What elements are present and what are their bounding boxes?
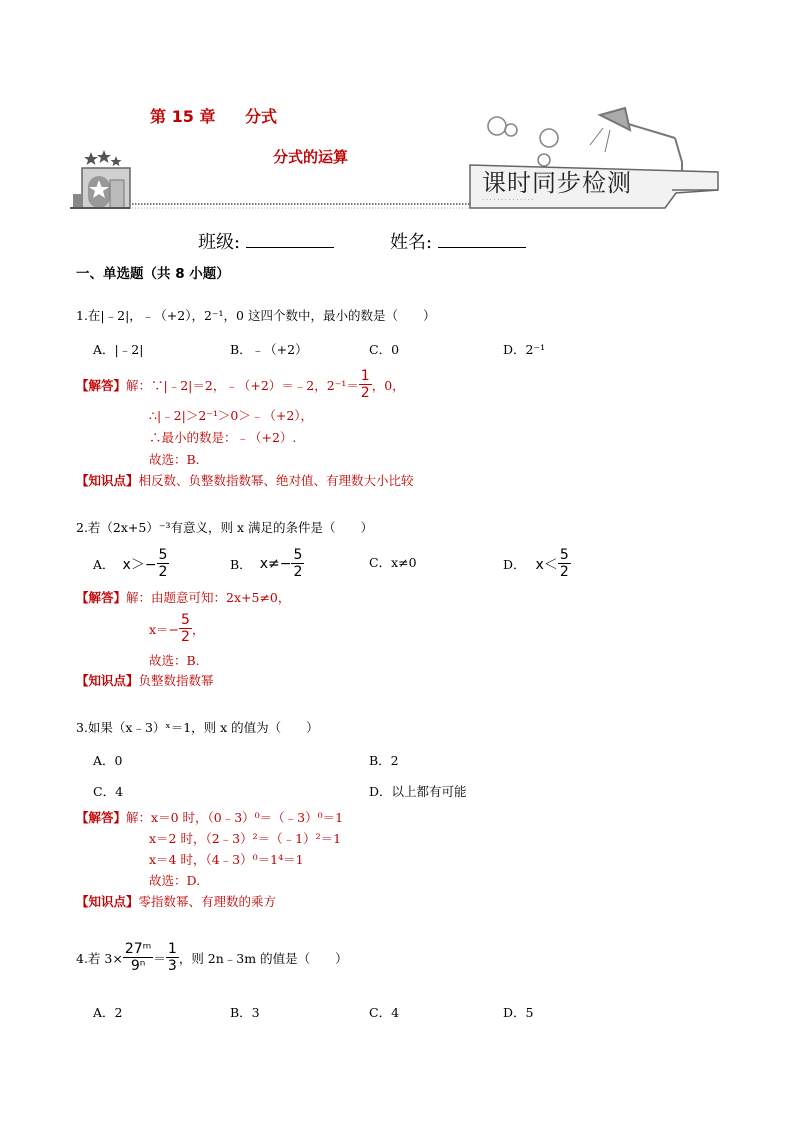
fraction-denominator: 2 <box>360 385 370 401</box>
fraction-numerator: 1 <box>360 368 370 384</box>
q1-answer-line3: ∴最小的数是：﹣（+2）. <box>149 430 297 445</box>
star-tower-icon <box>70 150 130 208</box>
fraction-denominator: 2 <box>293 564 303 580</box>
q3-answer-tag: 【解答】 <box>76 810 127 825</box>
q4-stem <box>76 942 348 973</box>
q2-answer-text: 解：由题意可知：2x+5≠0， <box>126 590 291 605</box>
q1-knowledge <box>76 471 414 489</box>
q1-answer-fraction <box>359 369 372 400</box>
name-label: 姓名: <box>390 232 433 253</box>
q2-stem: 2.若（2x+5）⁻³有意义，则 x 满足的条件是（ ） <box>76 520 373 535</box>
q2-option-c[interactable]: C．x≠0 <box>369 555 417 570</box>
q2-answer-tag: 【解答】 <box>76 590 127 605</box>
q1-option-b[interactable]: B．﹣（+2） <box>230 342 308 357</box>
option-fraction <box>291 548 304 579</box>
option-fraction <box>558 548 571 579</box>
fraction-denominator: 9ⁿ <box>130 958 146 974</box>
q3-answer-line3: x＝4 时，（4﹣3）⁰＝1⁴＝1 <box>149 852 304 867</box>
q3-answer-line4: 故选：D. <box>149 873 201 888</box>
q1-option-c[interactable]: C．0 <box>369 342 400 357</box>
q1-answer-line2: ∴|﹣2|＞2⁻¹＞0＞﹣（+2）， <box>149 408 314 423</box>
q1-answer-text: 解：∵|﹣2|＝2，﹣（+2）＝﹣2，2⁻¹＝ <box>126 377 359 393</box>
q1-knowledge-text: 相反数、负整数指数幂、绝对值、有理数大小比较 <box>138 473 414 488</box>
q4-stem-end: ，则 2n﹣3m 的值是（ ） <box>178 950 348 966</box>
fraction-denominator: 2 <box>559 564 569 580</box>
fraction-denominator: 2 <box>181 629 190 645</box>
q2-answer-line1 <box>76 588 290 606</box>
fraction-numerator: 5 <box>559 547 569 563</box>
name-blank[interactable] <box>438 247 526 248</box>
option-letter: B． <box>230 556 252 572</box>
q2-answer-expr: x＝− <box>149 621 180 637</box>
q2-knowledge-text: 负整数指数幂 <box>138 673 214 688</box>
chapter-name: 分式 <box>245 107 278 126</box>
q3-answer-text: 解：x＝0 时，（0﹣3）⁰＝（﹣3）⁰＝1 <box>126 810 344 825</box>
q1-answer-line4: 故选：B. <box>149 452 200 467</box>
q2-knowledge <box>76 671 214 689</box>
q2-knowledge-tag: 【知识点】 <box>76 673 139 688</box>
bubbles-icon <box>488 117 558 166</box>
fraction-numerator: 27ᵐ <box>124 941 152 957</box>
q4-option-c[interactable]: C．4 <box>369 1005 400 1020</box>
q1-option-a[interactable]: A．|﹣2| <box>93 342 144 357</box>
name-field <box>390 228 526 254</box>
fraction-numerator: 5 <box>181 612 190 628</box>
class-blank[interactable] <box>246 247 334 248</box>
section-heading: 一、单选题（共 8 小题） <box>76 266 230 282</box>
banner-subtitle: · · · · · · · · · · · · · · <box>482 197 534 204</box>
class-field <box>198 228 334 254</box>
q3-answer-line2: x＝2 时，（2﹣3）²＝（﹣1）²＝1 <box>149 831 342 846</box>
option-letter: A． <box>93 556 115 572</box>
option-letter: D． <box>503 556 526 572</box>
q2-option-b[interactable] <box>230 548 304 579</box>
q3-answer-line1 <box>76 808 343 826</box>
lesson-title: 分式的运算 <box>273 148 349 166</box>
option-fraction <box>157 548 170 579</box>
q2-answer-line3: 故选：B. <box>149 653 200 668</box>
option-relation: x＞− <box>122 556 157 573</box>
q4-fraction-2 <box>166 942 179 973</box>
q4-stem-start: 4.若 3× <box>76 950 123 966</box>
option-relation: x＜ <box>535 556 558 573</box>
q2-option-a[interactable] <box>93 548 169 579</box>
q4-option-a[interactable]: A．2 <box>93 1005 123 1020</box>
fraction-numerator: 1 <box>167 941 177 957</box>
q1-answer-text-end: ，0， <box>371 377 405 393</box>
q1-knowledge-tag: 【知识点】 <box>76 473 139 488</box>
q4-fraction-1 <box>123 942 154 973</box>
q3-knowledge-text: 零指数幂、有理数的乘方 <box>138 894 277 909</box>
q3-option-d[interactable]: D．以上都有可能 <box>369 784 467 799</box>
q1-answer-tag: 【解答】 <box>76 377 127 393</box>
fraction-numerator: 5 <box>158 547 168 563</box>
q2-answer-fraction <box>179 613 192 644</box>
q4-option-b[interactable]: B．3 <box>230 1005 260 1020</box>
option-relation: x≠− <box>259 555 292 572</box>
q2-option-d[interactable] <box>503 548 571 579</box>
q2-answer-expr-end: ， <box>191 621 205 637</box>
fraction-denominator: 2 <box>158 564 168 580</box>
q3-option-b[interactable]: B．2 <box>369 753 399 768</box>
q2-answer-line2 <box>149 613 204 644</box>
q3-option-c[interactable]: C．4 <box>93 784 124 799</box>
banner-title: 课时同步检测 <box>482 169 632 197</box>
q4-equals: ＝ <box>153 950 166 966</box>
q3-knowledge <box>76 892 276 910</box>
q1-stem: 1.在|﹣2|，﹣（+2），2⁻¹，0 这四个数中，最小的数是（ ） <box>76 308 436 323</box>
chapter-number: 第 15 章 <box>150 107 216 126</box>
fraction-denominator: 3 <box>167 958 177 974</box>
q3-knowledge-tag: 【知识点】 <box>76 894 139 909</box>
class-label: 班级: <box>198 232 241 253</box>
q3-stem: 3.如果（x﹣3）ˣ＝1，则 x 的值为（ ） <box>76 720 319 735</box>
q1-answer-line1 <box>76 369 405 400</box>
q1-option-d[interactable]: D．2⁻¹ <box>503 342 546 357</box>
q3-option-a[interactable]: A．0 <box>93 753 123 768</box>
q4-option-d[interactable]: D．5 <box>503 1005 534 1020</box>
fraction-numerator: 5 <box>293 547 303 563</box>
